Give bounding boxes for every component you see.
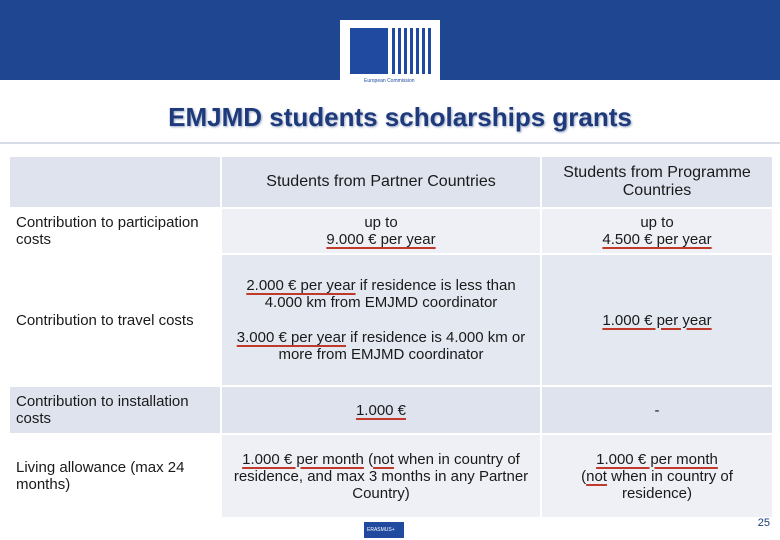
living-partner-cell [221, 434, 541, 518]
travel-partner-amount-1: 2.000 € per year [246, 277, 356, 294]
travel-programme-amount: 1.000 € per year [602, 311, 712, 329]
installation-programme-cell: - [541, 386, 773, 434]
row-label-living: Living allowance (max 24 months) [9, 434, 221, 518]
table-header-row [9, 156, 773, 208]
page-title: EMJMD students scholarships grants [168, 102, 632, 132]
living-partner-amount: 1.000 € per month [242, 450, 364, 468]
header-blank-cell [9, 156, 221, 208]
participation-programme-prefix: up to [640, 214, 674, 231]
scholarship-table [8, 155, 774, 519]
travel-partner-cell [221, 254, 541, 386]
row-label-travel: Contribution to travel costs [9, 254, 221, 386]
erasmus-logo-text: ERASMUS+ [367, 527, 395, 533]
erasmus-plus-logo [364, 522, 404, 538]
travel-partner-line-2 [228, 329, 534, 363]
travel-programme-cell [541, 254, 773, 386]
participation-programme-amount: 4.500 € per year [602, 231, 712, 248]
installation-partner-cell [221, 386, 541, 434]
title-divider [0, 142, 780, 144]
living-programme-amount: 1.000 € per month [596, 450, 718, 468]
table-row [9, 434, 773, 518]
participation-partner-amount: 9.000 € per year [326, 231, 436, 248]
logo-text: European Commission [364, 78, 415, 84]
table-row [9, 254, 773, 386]
row-label-participation: Contribution to participation costs [9, 208, 221, 254]
installation-partner-amount: 1.000 € [355, 401, 407, 419]
travel-partner-amount-2: 3.000 € per year [236, 329, 346, 346]
berlaymont-building-icon [392, 28, 432, 74]
eu-flag-icon [350, 28, 388, 74]
travel-partner-condition-1: if residence is less than 4.000 km from EMJMD coordinator [264, 277, 516, 311]
page-number: 25 [757, 517, 770, 529]
table-row [9, 208, 773, 254]
table-row [9, 386, 773, 434]
living-partner-condition: when in country of residence, and max 3 months in any Partner Country) [233, 450, 529, 502]
participation-partner-prefix: up to [364, 214, 398, 231]
living-programme-condition: when in country of residence) [606, 467, 733, 502]
living-partner-not: not [373, 450, 394, 468]
living-programme-cell [541, 434, 773, 518]
header-programme-countries: Students from Programme Countries [541, 156, 773, 208]
living-programme-paren: ( [581, 467, 587, 485]
travel-partner-condition-2: if residence is 4.000 km or more from EMJMD coordinator [278, 329, 526, 363]
row-label-installation: Contribution to installation costs [9, 386, 221, 434]
participation-programme-cell [541, 208, 773, 254]
living-programme-not: not [586, 467, 607, 485]
header-partner-countries: Students from Partner Countries [221, 156, 541, 208]
participation-partner-cell [221, 208, 541, 254]
travel-partner-line-1 [228, 277, 534, 311]
european-commission-logo [340, 20, 440, 102]
living-partner-paren: ( [363, 450, 374, 468]
